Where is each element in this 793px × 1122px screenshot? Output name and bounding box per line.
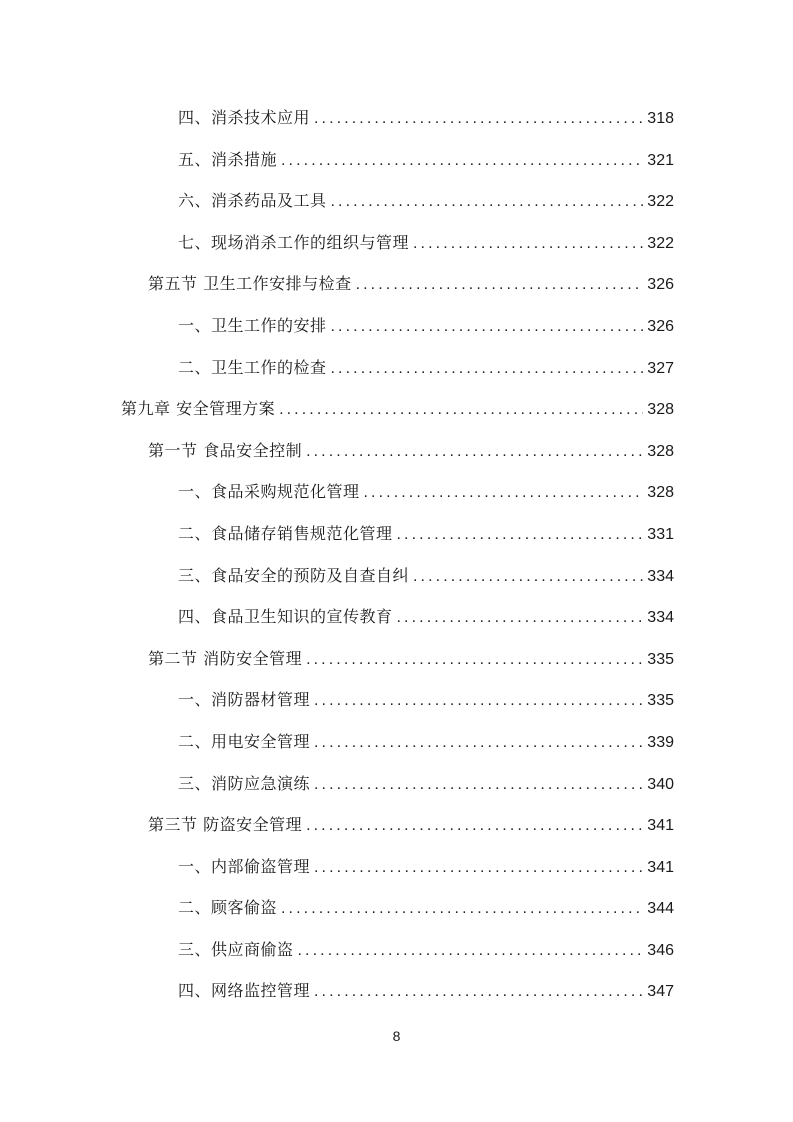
toc-entry-page: 335 bbox=[647, 692, 674, 710]
toc-dot-leader bbox=[314, 764, 643, 806]
toc-entry-page: 328 bbox=[647, 401, 674, 419]
toc-entry-page: 327 bbox=[647, 359, 674, 377]
toc-entry-label: 一、食品采购规范化管理 bbox=[178, 482, 360, 502]
toc-entry-page: 341 bbox=[647, 858, 674, 876]
toc-dot-leader bbox=[413, 223, 643, 265]
toc-entry-page: 321 bbox=[647, 151, 674, 169]
toc-dot-leader bbox=[314, 98, 643, 140]
toc-dot-leader bbox=[331, 181, 644, 223]
toc-dot-leader bbox=[331, 348, 644, 390]
toc-entry-label: 五、消杀措施 bbox=[178, 149, 278, 169]
toc-entry[interactable] bbox=[0, 929, 793, 971]
toc-entry-page: 334 bbox=[647, 609, 674, 627]
toc-dot-leader bbox=[331, 306, 644, 348]
toc-entry-page: 346 bbox=[647, 941, 674, 959]
toc-entry-page: 328 bbox=[647, 442, 674, 460]
toc-dot-leader bbox=[306, 431, 643, 473]
toc-entry-label: 二、食品储存销售规范化管理 bbox=[178, 523, 393, 543]
toc-entry-label: 第二节 消防安全管理 bbox=[148, 648, 303, 668]
toc-dot-leader bbox=[314, 722, 643, 764]
toc-dot-leader bbox=[364, 472, 644, 514]
toc-dot-leader bbox=[397, 597, 644, 639]
toc-entry-label: 四、网络监控管理 bbox=[178, 981, 311, 1001]
toc-entry[interactable] bbox=[0, 222, 793, 264]
toc-entry-page: 318 bbox=[647, 110, 674, 127]
toc-dot-leader bbox=[314, 971, 643, 1013]
toc-entry-page: 326 bbox=[647, 276, 674, 294]
toc-entry-page: 344 bbox=[647, 900, 674, 918]
toc-dot-leader bbox=[279, 389, 643, 431]
toc-entry[interactable] bbox=[0, 555, 793, 597]
toc-dot-leader bbox=[314, 680, 643, 722]
toc-entry-page: 340 bbox=[647, 775, 674, 793]
toc-entry-page: 331 bbox=[647, 525, 674, 543]
toc-entry[interactable] bbox=[0, 388, 793, 430]
toc-entry-label: 三、食品安全的预防及自查自纠 bbox=[178, 565, 410, 585]
toc-dot-leader bbox=[306, 805, 643, 847]
toc-entry-page: 328 bbox=[647, 484, 674, 502]
toc-entry-page: 335 bbox=[647, 650, 674, 668]
toc-entry[interactable] bbox=[0, 763, 793, 805]
toc-entry[interactable] bbox=[0, 887, 793, 929]
toc-entry-label: 第三节 防盗安全管理 bbox=[148, 815, 303, 835]
toc-entry-label: 一、内部偷盗管理 bbox=[178, 856, 311, 876]
toc-entry-page: 326 bbox=[647, 317, 674, 335]
toc-entry[interactable] bbox=[0, 139, 793, 181]
table-of-contents bbox=[0, 97, 793, 1012]
toc-entry-label: 七、现场消杀工作的组织与管理 bbox=[178, 232, 410, 252]
toc-dot-leader bbox=[397, 514, 644, 556]
toc-entry-page: 347 bbox=[647, 983, 674, 1001]
toc-entry[interactable] bbox=[0, 513, 793, 555]
toc-entry-label: 第九章 安全管理方案 bbox=[121, 399, 276, 419]
toc-dot-leader bbox=[356, 264, 644, 306]
toc-entry-label: 一、卫生工作的安排 bbox=[178, 315, 327, 335]
toc-entry[interactable] bbox=[0, 347, 793, 389]
toc-entry[interactable] bbox=[0, 180, 793, 222]
toc-entry[interactable] bbox=[0, 804, 793, 846]
toc-entry-label: 二、顾客偷盗 bbox=[178, 898, 278, 918]
toc-entry[interactable] bbox=[0, 471, 793, 513]
toc-entry-label: 一、消防器材管理 bbox=[178, 690, 311, 710]
toc-entry[interactable] bbox=[0, 846, 793, 888]
toc-entry-page: 341 bbox=[647, 817, 674, 835]
toc-entry-page: 322 bbox=[647, 193, 674, 211]
toc-entry-label: 四、食品卫生知识的宣传教育 bbox=[178, 607, 393, 627]
toc-entry[interactable] bbox=[0, 305, 793, 347]
toc-dot-leader bbox=[314, 847, 643, 889]
toc-entry-page: 322 bbox=[647, 234, 674, 252]
toc-entry-label: 第一节 食品安全控制 bbox=[148, 440, 303, 460]
toc-entry[interactable] bbox=[0, 679, 793, 721]
toc-entry[interactable] bbox=[0, 97, 793, 139]
toc-entry-page: 334 bbox=[647, 567, 674, 585]
toc-dot-leader bbox=[281, 140, 643, 182]
toc-entry-page: 339 bbox=[647, 733, 674, 751]
toc-entry-label: 二、用电安全管理 bbox=[178, 731, 311, 751]
page-number: 8 bbox=[392, 1028, 401, 1044]
toc-entry[interactable] bbox=[0, 638, 793, 680]
toc-dot-leader bbox=[298, 930, 644, 972]
toc-entry[interactable] bbox=[0, 263, 793, 305]
toc-dot-leader bbox=[413, 556, 643, 598]
toc-entry-label: 四、消杀技术应用 bbox=[178, 108, 311, 127]
toc-entry[interactable] bbox=[0, 430, 793, 472]
toc-entry[interactable] bbox=[0, 721, 793, 763]
toc-dot-leader bbox=[281, 888, 643, 930]
toc-entry[interactable] bbox=[0, 970, 793, 1012]
toc-entry-label: 三、消防应急演练 bbox=[178, 773, 311, 793]
toc-dot-leader bbox=[306, 639, 643, 681]
toc-entry-label: 二、卫生工作的检查 bbox=[178, 357, 327, 377]
toc-entry-label: 六、消杀药品及工具 bbox=[178, 191, 327, 211]
toc-entry-label: 第五节 卫生工作安排与检查 bbox=[148, 274, 352, 294]
toc-entry-label: 三、供应商偷盗 bbox=[178, 939, 294, 959]
toc-entry[interactable] bbox=[0, 596, 793, 638]
